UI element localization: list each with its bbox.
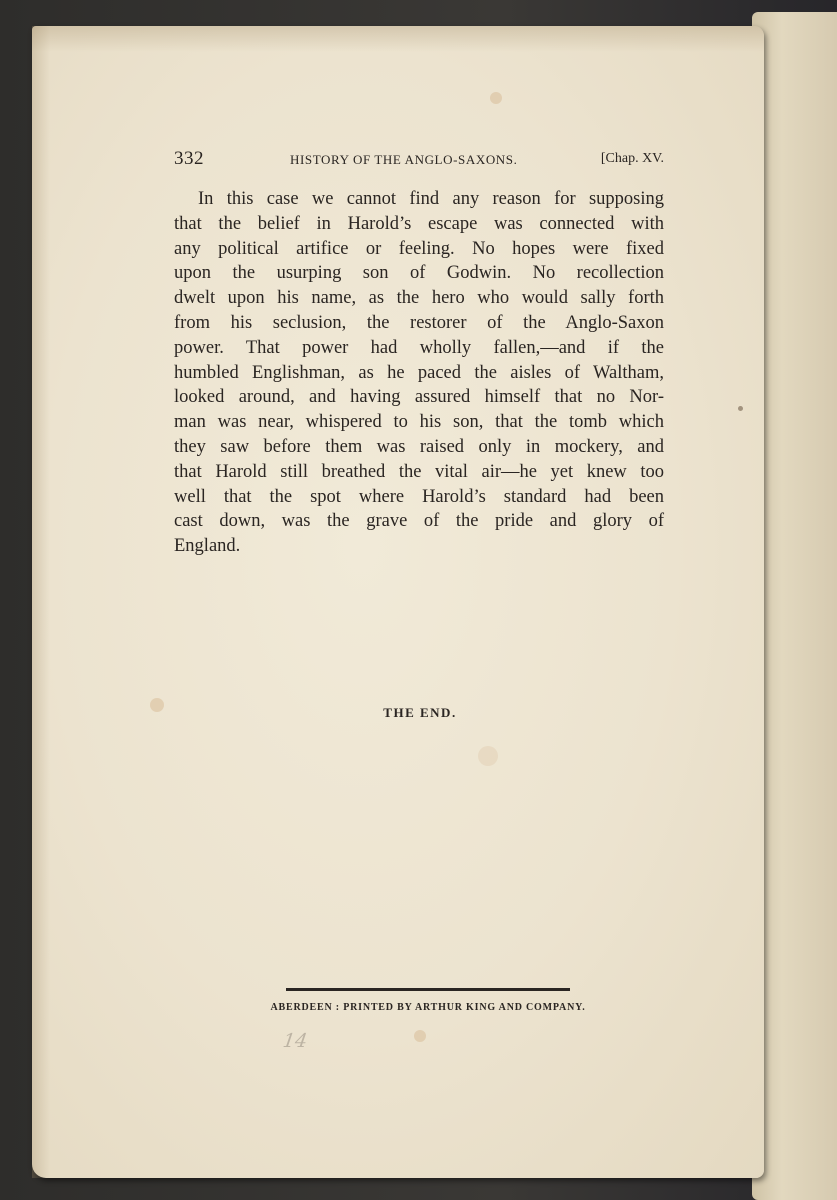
foxing-spot	[738, 406, 743, 411]
chapter-reference: [Chap. XV.	[600, 151, 664, 166]
the-end-heading: THE END.	[383, 705, 457, 720]
text-line: that Harold still breathed the vital air—he yet knew too	[174, 461, 664, 482]
page-top-edge-shading	[32, 26, 764, 52]
text-line: dwelt upon his name, as the hero who would sally forth	[174, 288, 664, 309]
foxing-spot	[490, 92, 502, 104]
foxing-spot	[414, 1030, 426, 1042]
text-line: In this case we cannot find any reason for supposing	[198, 189, 664, 209]
text-line: England.	[174, 536, 241, 557]
text-line: humbled Englishman, as he paced the aisles of Waltham,	[174, 362, 664, 383]
page-number: 332	[174, 148, 204, 169]
text-line: looked around, and having assured himself that no Nor-	[174, 387, 664, 408]
running-title: HISTORY OF THE ANGLO-SAXONS.	[290, 152, 518, 167]
text-line: that the belief in Harold’s escape was connected with	[174, 213, 664, 234]
text-line: cast down, was the grave of the pride and glory of	[174, 511, 664, 532]
next-page-edge	[752, 12, 837, 1200]
body-paragraph	[174, 187, 664, 559]
text-line: upon the usurping son of Godwin. No recollection	[174, 263, 664, 284]
page-left-edge-shading	[32, 26, 50, 1178]
foxing-spot	[150, 698, 164, 712]
running-head	[174, 148, 668, 170]
text-line: from his seclusion, the restorer of the Anglo-Saxon	[174, 312, 664, 333]
text-line: they saw before them was raised only in mockery, and	[174, 436, 664, 457]
text-line: well that the spot where Harold’s standard had been	[174, 486, 664, 507]
foxing-spot	[478, 746, 498, 766]
printer-imprint: ABERDEEN : PRINTED BY ARTHUR KING AND COMPANY.	[270, 1002, 586, 1013]
pencil-annotation: 14	[281, 1030, 309, 1052]
text-line: any political artifice or feeling. No hopes were fixed	[174, 238, 664, 259]
imprint-rule	[286, 988, 570, 991]
text-line: man was near, whispered to his son, that the tomb which	[174, 412, 664, 433]
text-line: power. That power had wholly fallen,—and if the	[174, 337, 664, 358]
